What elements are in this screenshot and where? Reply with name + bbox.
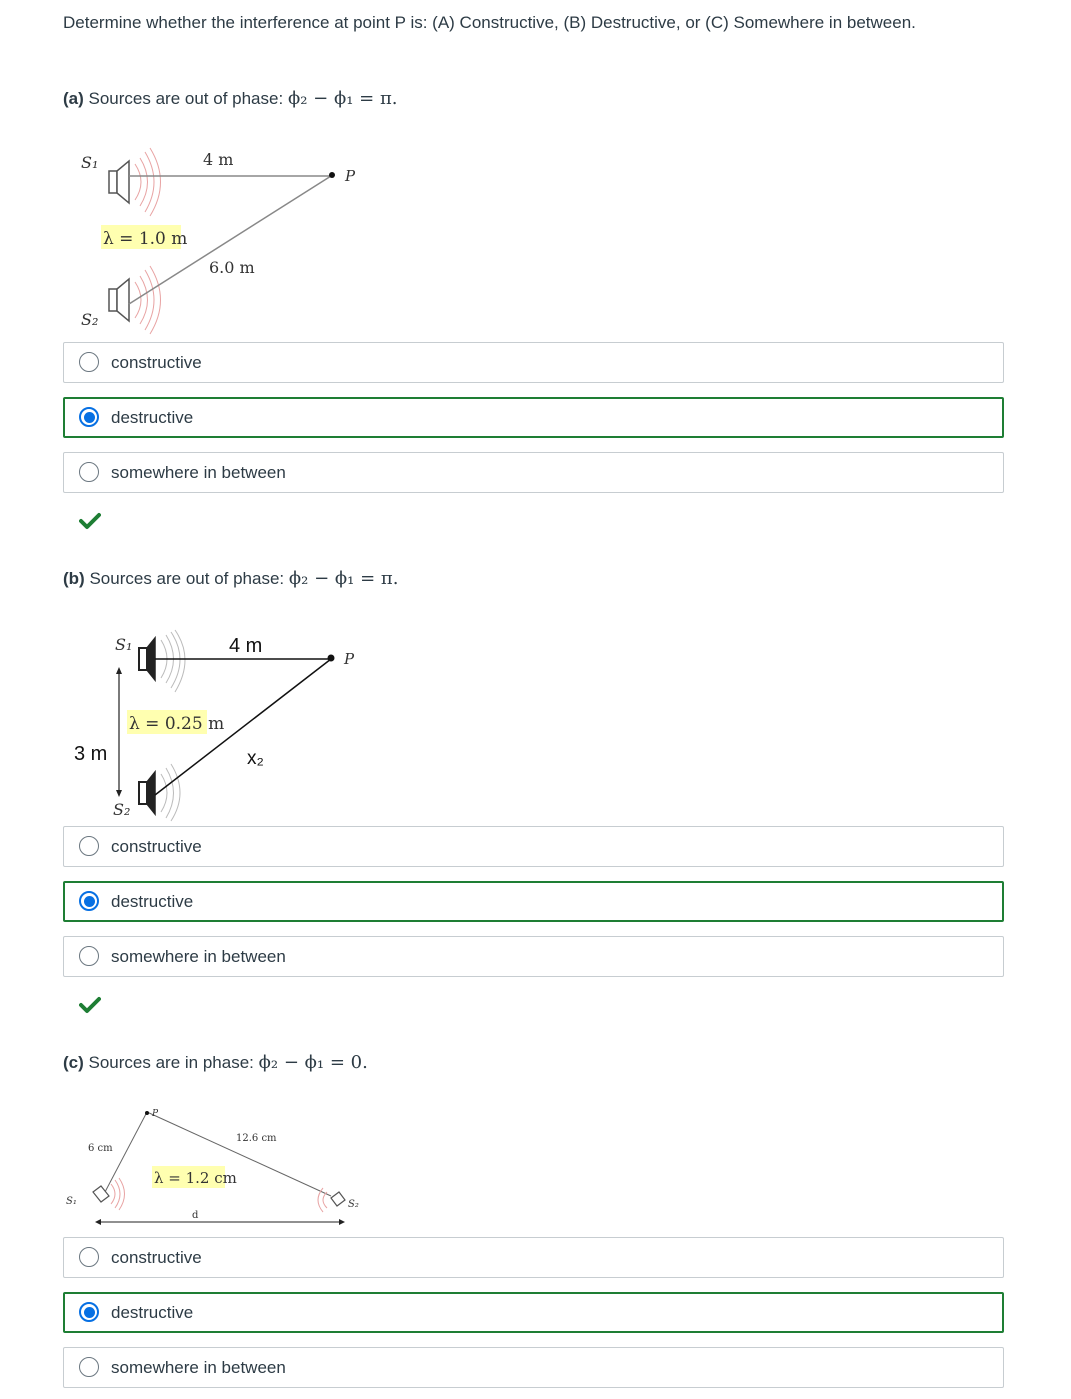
label-p: P xyxy=(345,167,356,185)
label-s1: S₁ xyxy=(115,635,133,654)
part-b-option-constructive[interactable] xyxy=(63,826,1004,867)
label-distance-diag: 6.0 m xyxy=(209,258,255,277)
label-s2: S₂ xyxy=(81,310,99,329)
radio-button[interactable] xyxy=(79,836,99,856)
label-distance-diag: x₂ xyxy=(247,748,264,769)
option-label: somewhere in between xyxy=(111,463,286,482)
label-s1: S₁ xyxy=(66,1196,77,1207)
option-label: somewhere in between xyxy=(111,947,286,966)
part-b-text: Sources are out of phase: xyxy=(89,569,285,588)
speaker-s1-icon xyxy=(93,1178,125,1210)
part-a-equation: ϕ₂ − ϕ₁ = π. xyxy=(287,88,398,109)
label-distance-top: 4 m xyxy=(203,150,234,169)
label-distance-base: d xyxy=(192,1210,199,1221)
part-b-equation: ϕ₂ − ϕ₁ = π. xyxy=(288,568,399,589)
figure-b xyxy=(63,622,383,822)
speaker-s1-icon xyxy=(139,630,185,692)
label-p: P xyxy=(344,650,355,668)
radio-button[interactable] xyxy=(79,1357,99,1377)
radio-button-selected[interactable] xyxy=(79,407,99,427)
part-c-option-destructive[interactable] xyxy=(63,1292,1004,1333)
figure-a xyxy=(63,138,393,338)
option-label: destructive xyxy=(111,892,194,911)
label-distance-top: 4 m xyxy=(229,635,263,657)
radio-button[interactable] xyxy=(79,462,99,482)
label-wavelength: λ = 0.25 m xyxy=(129,714,225,734)
arrow-down-icon xyxy=(116,790,122,797)
figure-c xyxy=(63,1100,383,1232)
part-c-label: (c) xyxy=(63,1053,84,1072)
label-s2: S₂ xyxy=(348,1199,359,1210)
option-label: constructive xyxy=(111,837,202,856)
arrow-up-icon xyxy=(116,667,122,674)
radio-button[interactable] xyxy=(79,946,99,966)
label-s1: S₁ xyxy=(81,153,99,172)
part-b-option-in-between[interactable] xyxy=(63,936,1004,977)
speaker-s1-icon xyxy=(109,148,161,216)
label-wavelength: λ = 1.2 cm xyxy=(154,1169,237,1187)
arrow-right-icon xyxy=(339,1219,345,1225)
point-p-dot xyxy=(329,172,335,178)
label-distance-right: 12.6 cm xyxy=(236,1133,277,1144)
point-p-dot xyxy=(328,655,335,662)
correct-check-icon xyxy=(79,512,101,530)
part-b-heading xyxy=(63,566,398,591)
option-label: somewhere in between xyxy=(111,1358,286,1377)
radio-button[interactable] xyxy=(79,352,99,372)
point-p-dot xyxy=(145,1111,149,1115)
label-wavelength: λ = 1.0 m xyxy=(103,229,188,249)
part-a-label: (a) xyxy=(63,89,84,108)
radio-button-selected[interactable] xyxy=(79,1302,99,1322)
part-b-option-destructive[interactable] xyxy=(63,881,1004,922)
option-label: destructive xyxy=(111,1303,194,1322)
part-a-option-in-between[interactable] xyxy=(63,452,1004,493)
part-a-heading xyxy=(63,86,398,111)
part-c-option-in-between[interactable] xyxy=(63,1347,1004,1388)
speaker-s2-icon xyxy=(139,764,180,821)
part-c-option-constructive[interactable] xyxy=(63,1237,1004,1278)
part-c-text: Sources are in phase: xyxy=(88,1053,254,1072)
label-p: P xyxy=(152,1109,159,1119)
part-a-text: Sources are out of phase: xyxy=(88,89,284,108)
arrow-left-icon xyxy=(95,1219,101,1225)
part-a-option-destructive[interactable] xyxy=(63,397,1004,438)
option-label: constructive xyxy=(111,353,202,372)
radio-button-selected[interactable] xyxy=(79,891,99,911)
part-a-option-constructive[interactable] xyxy=(63,342,1004,383)
label-distance-side: 3 m xyxy=(74,743,108,765)
option-label: constructive xyxy=(111,1248,202,1267)
label-distance-left: 6 cm xyxy=(88,1143,113,1154)
part-c-equation: ϕ₂ − ϕ₁ = 0. xyxy=(258,1052,368,1073)
correct-check-icon xyxy=(79,996,101,1014)
option-label: destructive xyxy=(111,408,194,427)
part-c-heading xyxy=(63,1050,368,1075)
question-intro: Determine whether the interference at point P is: (A) Constructive, (B) Destructive, or (C) Somewhere in between. xyxy=(63,13,916,32)
part-b-label: (b) xyxy=(63,569,85,588)
label-s2: S₂ xyxy=(113,800,131,819)
radio-button[interactable] xyxy=(79,1247,99,1267)
